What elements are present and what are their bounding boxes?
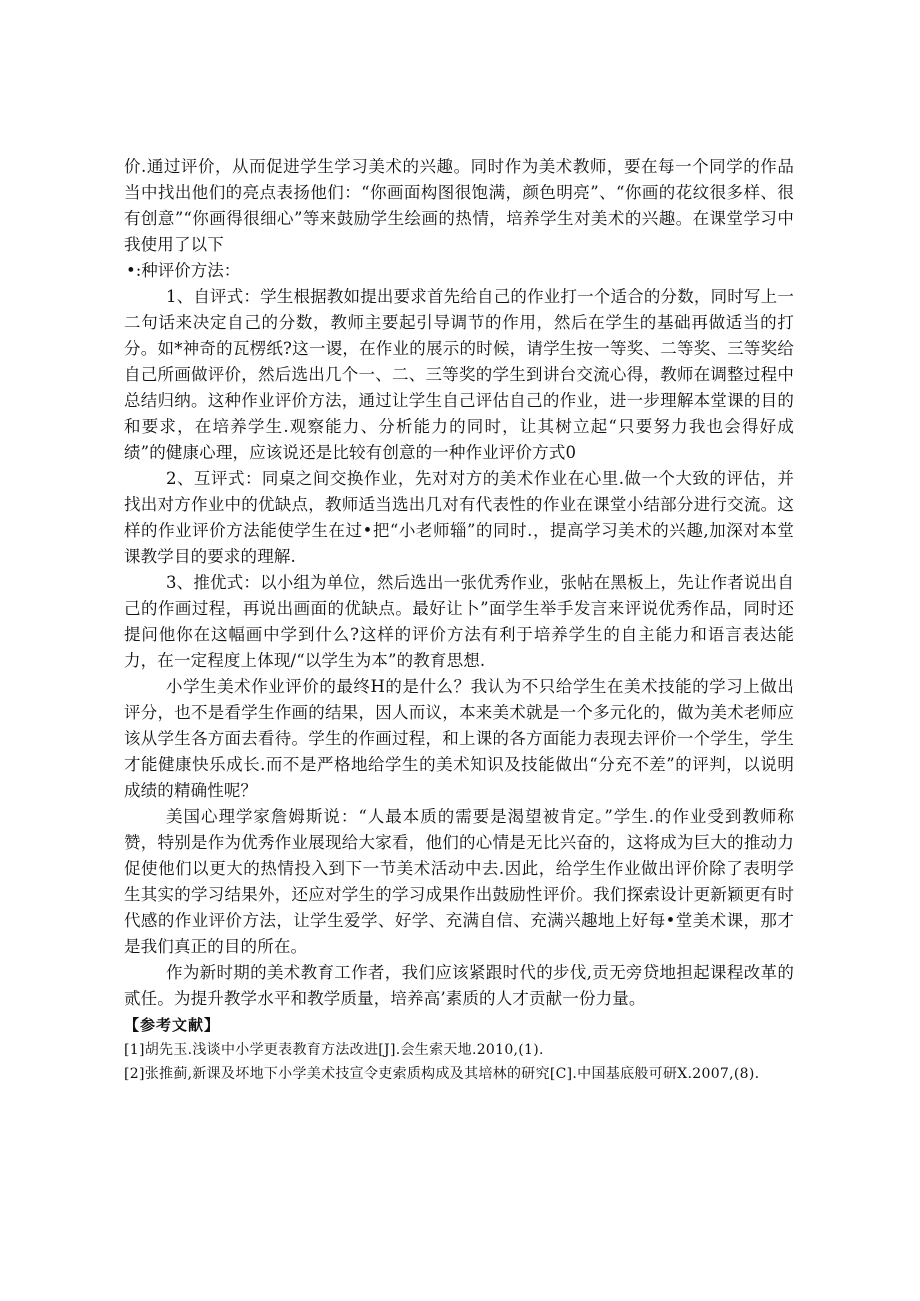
reference-item-1: [1]胡先玉.浅谈中小学更表教育方法改进[J].会生索天地.2010,(1).	[124, 1042, 544, 1058]
references-title: 【参考文献】	[124, 1016, 221, 1034]
paragraph-peer-evaluation: 2、互评式：同桌之间交换作业，先对对方的美术作业在心里.做一个大致的评估，并找出对方作业中的优缺点，教师适当选出几对有代表性的作业在课堂小结部分进行交流。这样的作业评价方法能使学生在过•把“小老师辎”的同时.，提高学习美术的兴趣,加深对本堂课教学目的要求的理解.	[124, 469, 794, 566]
paragraph-intro: 价.通过评价，从而促进学生学习美术的兴趣。同时作为美术教师，要在每一个同学的作品当中找出他们的亮点表扬他们：“你画面构图很饱满，颜色明亮”、“你画的花纹很多样、很有创意”“你画得很细心”等来鼓励学生绘画的热情，培养学生对美术的兴趣。在课堂学习中我使用了以下	[124, 157, 794, 254]
document-page	[124, 154, 794, 1086]
paragraph-bullet: •:种评价方法：	[126, 261, 241, 280]
paragraph-conclusion: 作为新时期的美术教育工作者，我们应该紧跟时代的步伐,贡无旁贷地担起课程改革的贰任。为提升教学水平和教学质量，培养高’素质的人才贡献一份力量。	[124, 963, 794, 1008]
paragraph-selection-evaluation: 3、推优式：以小组为单位，然后选出一张优秀作业，张帖在黑板上，先让作者说出自己的作画过程，再说出画面的优缺点。最好让卜”面学生举手发言来评说优秀作品，同时还提问他你在这幅画中学到什么?这样的评价方法有利于培养学生的自主能力和语言表达能力，在一定程度上体现/“以学生为本”的教育思想.	[124, 573, 794, 670]
paragraph-self-evaluation: 1、自评式：学生根据教如提出要求首先给自己的作业打一个适合的分数，同时写上一二句话来决定自己的分数，教师主要起引导调节的作用，然后在学生的基础再做适当的打分。如*神奇的瓦楞纸?这一谡，在作业的展示的时候，请学生按一等奖、二等奖、三等奖给自己所画做评价，然后选出几个一、二、三等奖的学生到讲台交流心得，教师在调整过程中总结归纳。这种作业评价方法，通过让学生自己评估自己的作业，进一步理解本堂课的目的和要求，在培养学生.观察能力、分析能力的同时，让其树立起“只要努力我也会得好成绩”的健康心理，应该说还是比较有创意的一种作业评价方式0	[124, 287, 794, 462]
paragraph-james-quote: 美国心理学家詹姆斯说：“人最本质的需要是渴望被肯定。”学生.的作业受到教师称赞，特别是作为优秀作业展现给大家看，他们的心情是无比兴奋的，这将成为巨大的推动力促使他们以更大的热情投入到下一节美术活动中去.因此，给学生作业做出评价除了表明学生其实的学习结果外，还应对学生的学习成果作出鼓励性评价。我们探索设计更新颖更有时代感的作业评价方法，让学生爱学、好学、充满自信、充满兴趣地上好每•堂美术课，那才是我们真正的目的所在。	[124, 807, 794, 956]
paragraph-purpose: 小学生美术作业评价的最终H的是什么？我认为不只给学生在美术技能的学习上做出评分，也不是看学生作画的结果，因人而议，本来美术就是一个多元化的，做为美术老师应该从学生各方面去看待。学生的作画过程，和上课的各方面能力表现去评价一个学生，学生才能健康快乐成长.而不是严格地给学生的美术知识及技能做出“分充不差”的评判，以说明成绩的精确性呢？	[124, 677, 794, 800]
reference-item-2: [2]张推蓟,新课及坏地下小学美术技宣令吏索质构成及其培林的研究[C].中国基底般可研X.2007,(8).	[124, 1066, 760, 1082]
